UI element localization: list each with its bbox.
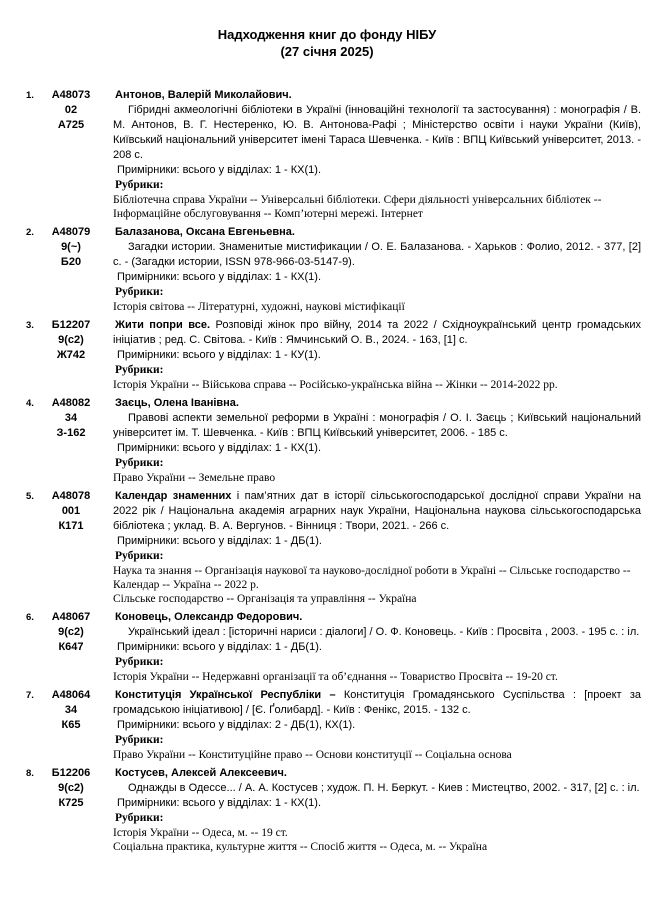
- entry-description: Загадки истории. Знаменитые мистификации / О. Е. Балазанова. - Харьков : Фолио, 2012. - 377, [2] с. - (Загадки истории, ISSN 978-966-03-5147-9).: [113, 241, 641, 268]
- entry-copies: Примірники: всього у відділах: 1 - ДБ(1).: [117, 535, 322, 547]
- entry-number: 3.: [26, 320, 34, 331]
- rubrics-label: Рубрики:: [115, 179, 164, 191]
- rubrics-label: Рубрики:: [115, 550, 164, 562]
- entry-copies: Примірники: всього у відділах: 1 - ДБ(1).: [117, 641, 322, 653]
- rubrics-label: Рубрики:: [115, 812, 164, 824]
- rubric-line: Історія України -- Військова справа -- Російсько-українська війна -- Жінки -- 2014-2022 рр.: [113, 379, 558, 391]
- entry-call-number: [45, 610, 97, 655]
- entry-description-rest: Конституція Громадянського Суспільства : [проект за громадською ініціативою] / [Є. Ґолибард]. - Київ : Фенікс, 2015. - 132 с.: [113, 689, 641, 716]
- call-number-line: 9(с2): [58, 334, 84, 346]
- catalog-entry: [0, 396, 654, 485]
- entry-title-lead: Календар знаменних: [115, 490, 232, 502]
- rubric-line: Право України -- Земельне право: [113, 472, 276, 484]
- rubric-line: Бібліотечна справа України -- Універсальні бібліотеки. Сфери діяльності універсальних бібліотек -- Інформаційне обслуговування -- Комп’ютерні мережі. Інтернет: [113, 194, 602, 220]
- call-number-line: А48073: [51, 89, 91, 101]
- entry-number: 5.: [26, 491, 34, 502]
- entry-body: [113, 225, 641, 314]
- call-number-line: Ж742: [56, 349, 86, 361]
- call-number-line: А48082: [51, 397, 91, 409]
- call-number-line: А48067: [51, 611, 91, 623]
- call-number-line: 9(~): [61, 241, 81, 253]
- entry-body: [113, 396, 641, 485]
- entry-title-lead: Жити попри все.: [115, 319, 211, 331]
- entry-description: Український ідеал : [історичні нариси : діалоги] / О. Ф. Коновець. - Київ : Просвіта , 2003. - 195 с. : іл.: [128, 626, 640, 638]
- call-number-line: 34: [64, 704, 78, 716]
- entry-number: 7.: [26, 690, 34, 701]
- entry-number: 6.: [26, 612, 34, 623]
- call-number-line: 9(с2): [58, 626, 84, 638]
- rubric-line: Історія світова -- Літературні, художні, наукові містифікації: [113, 301, 405, 313]
- catalog-entry: [0, 225, 654, 314]
- call-number-line: К171: [58, 520, 84, 532]
- catalog-entry: [0, 766, 654, 854]
- entry-description: Правові аспекти земельної реформи в Україні : монографія / О. І. Заєць ; Київський національний університет ім. Т. Шевченка. - Київ : ВПЦ Київський університет, 2006. - 185 с.: [113, 412, 641, 439]
- entry-title-lead: Конституція Української Республіки –: [115, 689, 336, 701]
- entry-call-number: [45, 396, 97, 441]
- entry-description: [113, 318, 641, 348]
- entry-copies: Примірники: всього у відділах: 2 - ДБ(1), КХ(1).: [117, 719, 356, 731]
- entry-copies: Примірники: всього у відділах: 1 - КХ(1).: [117, 164, 322, 176]
- call-number-line: А725: [57, 119, 85, 131]
- entry-number: 2.: [26, 227, 34, 238]
- entry-copies: Примірники: всього у відділах: 1 - КУ(1).: [117, 349, 321, 361]
- catalog-entry: [0, 610, 654, 684]
- call-number-line: 9(с2): [58, 782, 84, 794]
- entry-call-number: [45, 489, 97, 534]
- call-number-line: К65: [61, 719, 81, 731]
- entry-body: [113, 688, 641, 762]
- call-number-line: Б20: [60, 256, 82, 268]
- entry-description-rest: і пам’ятних дат в історії сільськогосподарської дослідної справи України на 2022 рік / Національна академія аграрних наук України, Національна наукова сільськогосподарська бібліотека ; уклад. В. А. Вергунов. - Вінниця : Твори, 2021. - 266 с.: [113, 490, 641, 532]
- rubric-line: Історія України -- Недержавні організації та об’єднання -- Товариство Просвіта -- 19-20 ст.: [113, 671, 558, 683]
- rubrics-label: Рубрики:: [115, 286, 164, 298]
- call-number-line: А48064: [51, 689, 91, 701]
- entry-call-number: [45, 766, 97, 811]
- call-number-line: А48078: [51, 490, 91, 502]
- entry-description: Однажды в Одессе... / А. А. Костусев ; худож. П. Н. Беркут. - Киев : Мистецтво, 2002. - 317, [2] с. : іл.: [128, 782, 640, 794]
- entry-copies: Примірники: всього у відділах: 1 - КХ(1).: [117, 442, 322, 454]
- entry-description-rest: Розповіді жінок про війну, 2014 та 2022 / Східноукраїнський центр громадських ініціатив ; ред. С. Світова. - Київ : Ямчинський О. В., 2024. - 163, [1] с.: [113, 319, 641, 346]
- entry-body: [113, 766, 641, 854]
- entry-call-number: [45, 688, 97, 733]
- rubrics-label: Рубрики:: [115, 734, 164, 746]
- entry-description: [113, 489, 641, 534]
- catalog-entry: [0, 688, 654, 762]
- entry-body: [113, 318, 641, 392]
- call-number-line: 001: [61, 505, 81, 517]
- catalog-entry: [0, 318, 654, 392]
- entry-author: Заєць, Олена Іванівна.: [115, 397, 239, 409]
- document-title: [0, 26, 654, 60]
- title-line: Надходження книг до фонду НІБУ: [217, 27, 437, 42]
- date-line: (27 січня 2025): [280, 44, 374, 59]
- entry-number: 4.: [26, 398, 34, 409]
- entry-call-number: [45, 318, 97, 363]
- rubrics-label: Рубрики:: [115, 457, 164, 469]
- rubric-line: Соціальна практика, культурне життя -- Спосіб життя -- Одеса, м. -- Україна: [113, 841, 488, 853]
- call-number-line: К725: [58, 797, 84, 809]
- rubrics-label: Рубрики:: [115, 364, 164, 376]
- rubrics-label: Рубрики:: [115, 656, 164, 668]
- call-number-line: К647: [58, 641, 84, 653]
- call-number-line: З-162: [56, 427, 86, 439]
- call-number-line: 34: [64, 412, 78, 424]
- entry-description: Гібридні акмеологічні бібліотеки в Україні (інноваційні технології та застосування) : монографія / В. М. Антонов, В. Г. Нестеренко, Ю. В. Антонова-Рафі ; Міністерство освіти і науки України (Київ), Київський національний університет імені Тараса Шевченка. - Київ : ВПЦ Київський університет, 2013. - 208 с.: [113, 104, 641, 161]
- entry-copies: Примірники: всього у відділах: 1 - КХ(1).: [117, 797, 322, 809]
- call-number-line: А48079: [51, 226, 91, 238]
- call-number-line: Б12206: [51, 767, 91, 779]
- entry-description: [113, 688, 641, 718]
- entry-body: [113, 88, 641, 221]
- entry-list: [0, 88, 654, 854]
- entry-body: [113, 610, 641, 684]
- rubric-line: Історія України -- Одеса, м. -- 19 ст.: [113, 827, 288, 839]
- entry-copies: Примірники: всього у відділах: 1 - КХ(1).: [117, 271, 322, 283]
- catalog-entry: [0, 88, 654, 221]
- entry-author: Коновець, Олександр Федорович.: [115, 611, 303, 623]
- rubric-line: Наука та знання -- Організація наукової та науково-дослідної роботи в Україні -- Сільське господарство -- Календар -- Україна -- 2022 р.: [113, 565, 631, 591]
- entry-call-number: [45, 225, 97, 270]
- entry-number: 8.: [26, 768, 34, 779]
- entry-number: 1.: [26, 90, 34, 101]
- entry-author: Антонов, Валерій Миколайович.: [115, 89, 292, 101]
- rubric-line: Право України -- Конституційне право -- Основи конституції -- Соціальна основа: [113, 749, 512, 761]
- rubric-line: Сільське господарство -- Організація та управління -- Україна: [113, 593, 417, 605]
- entry-author: Костусев, Алексей Алексеевич.: [115, 767, 287, 779]
- entry-author: Балазанова, Оксана Евгеньевна.: [115, 226, 295, 238]
- catalog-entry: [0, 489, 654, 606]
- entry-body: [113, 489, 641, 606]
- entry-call-number: [45, 88, 97, 133]
- call-number-line: Б12207: [51, 319, 91, 331]
- call-number-line: 02: [64, 104, 78, 116]
